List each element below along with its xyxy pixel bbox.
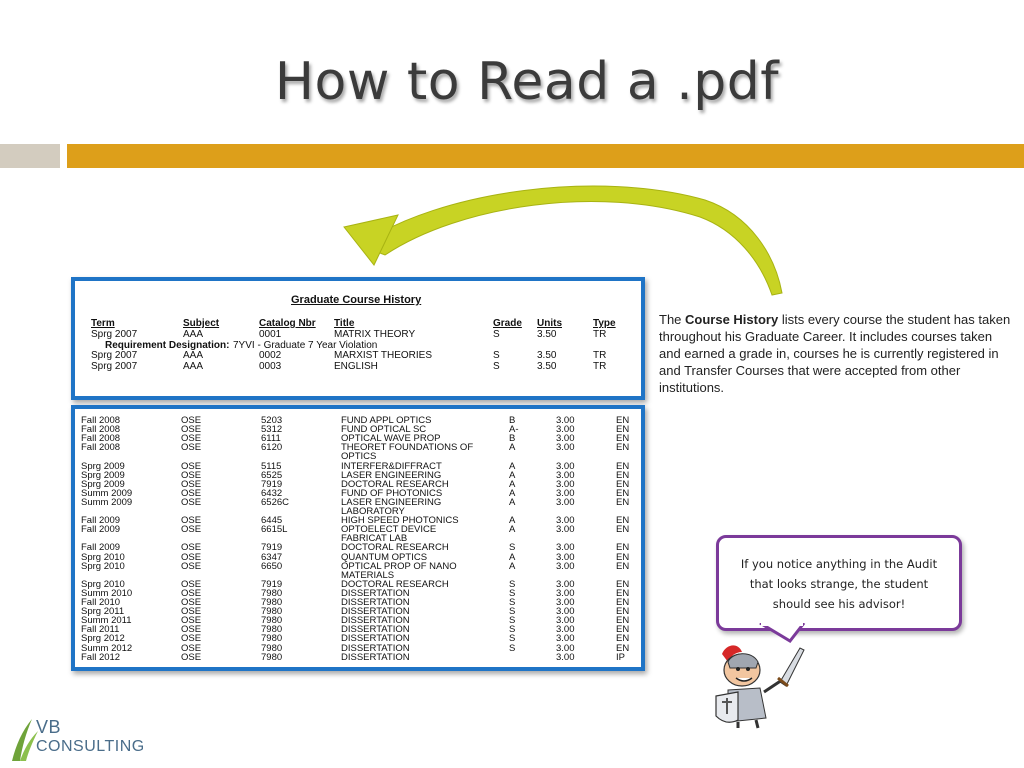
cell-grade: S bbox=[493, 361, 500, 372]
cell-units: 3.50 bbox=[537, 350, 557, 361]
cell-units: 3.00 bbox=[556, 442, 575, 454]
cell-title: DISSERTATION bbox=[341, 597, 410, 608]
header-type: Type bbox=[593, 318, 616, 329]
cell-term: Summ 2012 bbox=[81, 642, 133, 654]
cell-term: Sprg 2010 bbox=[81, 551, 125, 563]
cell-subject: OSE bbox=[181, 542, 202, 554]
cell-subject: OSE bbox=[181, 424, 202, 436]
description-prefix: The bbox=[659, 312, 686, 327]
cell-units: 3.00 bbox=[556, 424, 575, 436]
cell-units: 3.00 bbox=[556, 469, 575, 481]
cell-title: DOCTORAL RESEARCH bbox=[341, 578, 449, 590]
cell-catalog: 6650 bbox=[261, 560, 283, 572]
cell-grade: A bbox=[509, 560, 516, 572]
cell-units: 3.00 bbox=[556, 496, 575, 508]
cell-term: Fall 2012 bbox=[81, 651, 121, 663]
cell-type: TR bbox=[593, 361, 607, 372]
cell-units: 3.00 bbox=[556, 542, 575, 554]
header-catalog: Catalog Nbr bbox=[259, 318, 316, 329]
cell-grade: S bbox=[509, 624, 516, 636]
cell-term: Fall 2009 bbox=[81, 542, 121, 554]
cell-type: TR bbox=[593, 350, 607, 361]
cell-units: 3.00 bbox=[556, 633, 575, 645]
cell-term: Sprg 2007 bbox=[91, 350, 138, 361]
cell-term: Fall 2008 bbox=[81, 424, 121, 436]
cell-units: 3.00 bbox=[556, 597, 575, 608]
cell-subject: OSE bbox=[181, 415, 202, 426]
cell-title: DISSERTATION bbox=[341, 624, 410, 636]
cell-title: OPTICAL WAVE PROP bbox=[341, 433, 441, 445]
accent-bar-gold bbox=[67, 144, 1024, 168]
cell-subject: OSE bbox=[181, 496, 202, 508]
cell-title: OPTICS bbox=[341, 451, 377, 463]
cell-subject: OSE bbox=[181, 487, 202, 499]
cell-term: Fall 2008 bbox=[81, 415, 121, 426]
cell-grade: S bbox=[509, 642, 516, 654]
cell-type: EN bbox=[616, 433, 630, 445]
cell-units: 3.00 bbox=[556, 651, 575, 663]
cell-subject: OSE bbox=[181, 469, 202, 481]
cell-units: 3.00 bbox=[556, 642, 575, 654]
cell-subject: OSE bbox=[181, 606, 202, 618]
cell-title: MARXIST THEORIES bbox=[334, 350, 432, 361]
cell-type: EN bbox=[616, 633, 630, 645]
cell-catalog: 7980 bbox=[261, 606, 283, 618]
cell-type: EN bbox=[616, 587, 630, 599]
logo-text-consulting: CONSULTING bbox=[36, 738, 145, 755]
cell-term: Fall 2009 bbox=[81, 524, 121, 536]
graduate-course-history-panel bbox=[71, 277, 645, 400]
cell-subject: OSE bbox=[181, 633, 202, 645]
cell-grade: S bbox=[509, 606, 516, 618]
cell-term: Summ 2009 bbox=[81, 496, 133, 508]
cell-type: EN bbox=[616, 642, 630, 654]
cell-type: EN bbox=[616, 442, 630, 454]
cell-type: EN bbox=[616, 624, 630, 636]
cell-title: HIGH SPEED PHOTONICS bbox=[341, 515, 459, 527]
cell-subject: OSE bbox=[181, 524, 202, 536]
cell-units: 3.00 bbox=[556, 487, 575, 499]
cell-type: EN bbox=[616, 478, 630, 490]
cell-title: DISSERTATION bbox=[341, 642, 410, 654]
cell-type: EN bbox=[616, 415, 630, 426]
header-title: Title bbox=[334, 318, 355, 329]
cell-grade: S bbox=[493, 350, 500, 361]
course-history-description bbox=[659, 311, 1011, 396]
cell-type: EN bbox=[616, 597, 630, 608]
cell-units: 3.00 bbox=[556, 478, 575, 490]
cell-title: ENGLISH bbox=[334, 361, 378, 372]
description-rest: lists every course the student has taken throughout his Graduate Career. It includes courses taken and earned a grade in, courses he is currently registered in and Transfer Courses that were accepted from other institutions. bbox=[659, 312, 1011, 395]
cell-subject: OSE bbox=[181, 624, 202, 636]
cell-term: Sprg 2011 bbox=[81, 606, 125, 618]
cell-type: EN bbox=[616, 615, 630, 627]
cell-term: Sprg 2010 bbox=[81, 578, 125, 590]
cell-units: 3.50 bbox=[537, 329, 557, 340]
cell-title: DOCTORAL RESEARCH bbox=[341, 542, 449, 554]
cell-catalog: 7980 bbox=[261, 615, 283, 627]
cell-catalog: 0002 bbox=[259, 350, 282, 361]
cell-subject: OSE bbox=[181, 433, 202, 445]
cell-type: EN bbox=[616, 515, 630, 527]
cell-grade: A bbox=[509, 515, 516, 527]
cell-units: 3.00 bbox=[556, 515, 575, 527]
cell-subject: OSE bbox=[181, 551, 202, 563]
cell-subject: OSE bbox=[181, 515, 202, 527]
cell-subject: OSE bbox=[181, 597, 202, 608]
cell-subject: OSE bbox=[181, 442, 202, 454]
cell-catalog: 6615L bbox=[261, 524, 288, 536]
cell-grade: S bbox=[509, 587, 516, 599]
description-bold: Course History bbox=[685, 312, 779, 327]
cell-catalog: 7980 bbox=[261, 624, 283, 636]
cell-type: EN bbox=[616, 578, 630, 590]
cell-subject: OSE bbox=[181, 460, 202, 472]
cell-catalog: 7980 bbox=[261, 642, 283, 654]
cell-catalog: 7980 bbox=[261, 633, 283, 645]
cell-term: Sprg 2010 bbox=[81, 560, 125, 572]
cell-subject: AAA bbox=[183, 329, 204, 340]
cell-title: DISSERTATION bbox=[341, 587, 410, 599]
cell-grade: A bbox=[509, 478, 516, 490]
cell-catalog: 5203 bbox=[261, 415, 283, 426]
cell-units: 3.00 bbox=[556, 551, 575, 563]
speech-bubble bbox=[716, 535, 962, 631]
cell-title: DISSERTATION bbox=[341, 615, 410, 627]
cell-type: TR bbox=[593, 329, 607, 340]
cell-grade: S bbox=[509, 542, 516, 554]
cell-term: Sprg 2007 bbox=[91, 361, 138, 372]
cell-grade: S bbox=[509, 633, 516, 645]
cell-type: EN bbox=[616, 424, 630, 436]
cell-catalog: 7980 bbox=[261, 587, 283, 599]
cell-subject: OSE bbox=[181, 587, 202, 599]
cell-subject: OSE bbox=[181, 560, 202, 572]
cell-units: 3.50 bbox=[537, 361, 557, 372]
cell-term: Fall 2008 bbox=[81, 442, 121, 454]
slide-title: How to Read a .pdf bbox=[274, 52, 780, 112]
cell-catalog: 7919 bbox=[261, 478, 283, 490]
cell-title: DOCTORAL RESEARCH bbox=[341, 478, 449, 490]
cell-term: Sprg 2009 bbox=[81, 469, 125, 481]
cell-title: LABORATORY bbox=[341, 506, 405, 517]
cell-title: LASER ENGINEERING bbox=[341, 469, 442, 481]
header-grade: Grade bbox=[493, 318, 522, 329]
cell-units: 3.00 bbox=[556, 615, 575, 627]
cell-title: OPTICAL PROP OF NANO bbox=[341, 560, 457, 572]
cell-title: FUND OF PHOTONICS bbox=[341, 487, 443, 499]
cell-units: 3.00 bbox=[556, 606, 575, 618]
cell-type: EN bbox=[616, 460, 630, 472]
cell-units: 3.00 bbox=[556, 560, 575, 572]
cell-grade: A- bbox=[509, 424, 519, 436]
cell-units: 3.00 bbox=[556, 415, 575, 426]
cell-grade: B bbox=[509, 415, 516, 426]
cell-catalog: 6120 bbox=[261, 442, 283, 454]
cell-title: LASER ENGINEERING bbox=[341, 496, 442, 508]
header-subject: Subject bbox=[183, 318, 220, 329]
cell-type: EN bbox=[616, 469, 630, 481]
cell-units: 3.00 bbox=[556, 460, 575, 472]
cell-subject: AAA bbox=[183, 361, 204, 372]
cell-term: Summ 2009 bbox=[81, 487, 133, 499]
cell-grade: S bbox=[509, 578, 516, 590]
cell-grade: A bbox=[509, 469, 516, 481]
cell-subject: OSE bbox=[181, 478, 202, 490]
cell-type: EN bbox=[616, 606, 630, 618]
cell-title: OPTOELECT DEVICE bbox=[341, 524, 437, 536]
cell-catalog: 6445 bbox=[261, 515, 283, 527]
cell-title: INTERFER&DIFFRACT bbox=[341, 460, 442, 472]
cell-term: Sprg 2007 bbox=[91, 329, 138, 340]
cell-title: DISSERTATION bbox=[341, 606, 410, 618]
cell-catalog: 7919 bbox=[261, 542, 283, 554]
cell-term: Fall 2008 bbox=[81, 433, 121, 445]
cell-title: QUANTUM OPTICS bbox=[341, 551, 428, 563]
cell-grade: A bbox=[509, 551, 516, 563]
cell-subject: OSE bbox=[181, 642, 202, 654]
header-term: Term bbox=[91, 318, 115, 329]
cell-catalog: 7919 bbox=[261, 578, 283, 590]
cell-grade: S bbox=[493, 329, 500, 340]
cell-grade: S bbox=[509, 615, 516, 627]
cell-subject: OSE bbox=[181, 578, 202, 590]
logo-text-vb: VB bbox=[36, 717, 62, 737]
cell-term: Fall 2011 bbox=[81, 624, 120, 636]
course-list-panel bbox=[71, 405, 645, 671]
header-units: Units bbox=[537, 318, 562, 329]
cell-term: Sprg 2012 bbox=[81, 633, 125, 645]
cell-units: 3.00 bbox=[556, 524, 575, 536]
cell-term: Sprg 2009 bbox=[81, 478, 125, 490]
cell-title: DISSERTATION bbox=[341, 651, 410, 663]
cell-type: EN bbox=[616, 542, 630, 554]
cell-units: 3.00 bbox=[556, 624, 575, 636]
cell-type: EN bbox=[616, 487, 630, 499]
cell-grade: A bbox=[509, 442, 516, 454]
cell-grade: A bbox=[509, 460, 516, 472]
cell-subject: OSE bbox=[181, 651, 202, 663]
cell-title: DISSERTATION bbox=[341, 633, 410, 645]
requirement-label: Requirement Designation: bbox=[105, 340, 230, 351]
cell-catalog: 0003 bbox=[259, 361, 282, 372]
cell-catalog: 6111 bbox=[261, 433, 281, 445]
cell-catalog: 6347 bbox=[261, 551, 283, 563]
cell-title: THEORET FOUNDATIONS OF bbox=[341, 442, 474, 454]
cell-term: Summ 2011 bbox=[81, 615, 132, 627]
cell-grade: A bbox=[509, 496, 516, 508]
cell-term: Sprg 2009 bbox=[81, 460, 125, 472]
cell-catalog: 6526C bbox=[261, 496, 289, 508]
cell-units: 3.00 bbox=[556, 433, 575, 445]
requirement-value: 7YVI - Graduate 7 Year Violation bbox=[233, 340, 378, 351]
cell-catalog: 5312 bbox=[261, 424, 283, 436]
cell-catalog: 7980 bbox=[261, 597, 283, 608]
cell-title: FUND OPTICAL SC bbox=[341, 424, 427, 436]
cell-title: FUND APPL OPTICS bbox=[341, 415, 432, 426]
cell-term: Summ 2010 bbox=[81, 587, 133, 599]
cell-title: FABRICAT LAB bbox=[341, 533, 408, 545]
cell-term: Fall 2009 bbox=[81, 515, 121, 527]
cell-catalog: 0001 bbox=[259, 329, 282, 340]
accent-bar-gray bbox=[0, 144, 60, 168]
cell-catalog: 6525 bbox=[261, 469, 283, 481]
cell-subject: AAA bbox=[183, 350, 204, 361]
cell-title: MATRIX THEORY bbox=[334, 329, 416, 340]
cell-catalog: 5115 bbox=[261, 460, 282, 472]
cell-subject: OSE bbox=[181, 615, 202, 627]
cell-type: EN bbox=[616, 524, 630, 536]
cell-type: EN bbox=[616, 560, 630, 572]
course-history-title: Graduate Course History bbox=[291, 294, 422, 306]
cell-type: EN bbox=[616, 496, 630, 508]
cell-catalog: 6432 bbox=[261, 487, 283, 499]
cell-units: 3.00 bbox=[556, 578, 575, 590]
cell-grade: A bbox=[509, 524, 516, 536]
cell-term: Fall 2010 bbox=[81, 597, 121, 608]
cell-type: EN bbox=[616, 551, 630, 563]
cell-units: 3.00 bbox=[556, 587, 575, 599]
knight-mascot-icon bbox=[708, 640, 818, 730]
cell-title: MATERIALS bbox=[341, 569, 395, 581]
cell-grade: S bbox=[509, 597, 516, 608]
cell-catalog: 7980 bbox=[261, 651, 283, 663]
cell-grade: A bbox=[509, 487, 516, 499]
cell-grade: B bbox=[509, 433, 516, 445]
cell-type: IP bbox=[616, 651, 625, 663]
bubble-text: If you notice anything in the Audit that looks strange, the student should see his advisor! bbox=[740, 557, 938, 611]
